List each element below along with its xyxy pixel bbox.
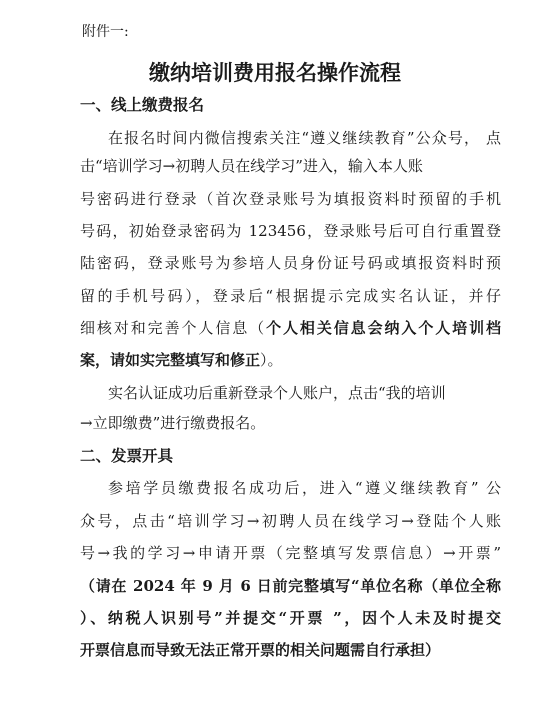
paragraph-line: 众号，点击“培训学习→初聘人员在线学习→登陆个人账 <box>80 512 501 530</box>
paragraph-line: 陆密码，登录账号为参培人员身份证号码或填报资料时预 <box>80 254 501 272</box>
attachment-label: 附件一: <box>82 24 129 40</box>
important-note-text: 案，请如实完整填写和修正 <box>80 351 261 369</box>
section-1-heading: 一、线上缴费报名 <box>80 95 205 114</box>
paragraph-line: 号→我的学习→申请开票（完整填写发票信息）→开票” <box>80 544 501 562</box>
paragraph-line <box>80 318 501 338</box>
paragraph-text: ）。 <box>260 351 283 369</box>
paragraph-line: 号密码进行登录（首次登录账号为填报资料时预留的手机 <box>80 190 501 208</box>
paragraph-line: 留的手机号码），登录后“根据提示完成实名认证，并仔 <box>80 287 501 305</box>
paragraph-line: 在报名时间内微信搜索关注“遵义继续教育”公众号， 点 <box>108 129 501 147</box>
notice-line: ）、纳税人识别号”并提交“开票 ”，因个人未及时提交 <box>80 609 501 627</box>
important-note-text: 个人相关信息会纳入个人培训档 <box>266 319 501 337</box>
section-2-heading: 二、发票开具 <box>80 446 174 465</box>
paragraph-line: 号码，初始登录密码为 123456，登录账号后可自行重置登 <box>80 222 501 240</box>
paragraph-line: →立即缴费”进行缴费报名。 <box>80 414 266 432</box>
document-title: 缴纳培训费用报名操作流程 <box>149 60 401 85</box>
paragraph-line: 参培学员缴费报名成功后，进入“遵义继续教育” 公 <box>108 479 501 497</box>
paragraph-line <box>80 350 283 370</box>
notice-line: （请在 2024 年 9 月 6 日前完整填写“单位名称（单位全称 <box>80 577 501 595</box>
paragraph-line: 击“培训学习→初聘人员在线学习”进入，输入本人账 <box>80 157 423 175</box>
paragraph-text: 细核对和完善个人信息（ <box>80 319 267 337</box>
notice-line: 开票信息而导致无法正常开票的相关问题需自行承担） <box>80 641 441 659</box>
paragraph-line: 实名认证成功后重新登录个人账户，点击“我的培训 <box>108 384 446 402</box>
